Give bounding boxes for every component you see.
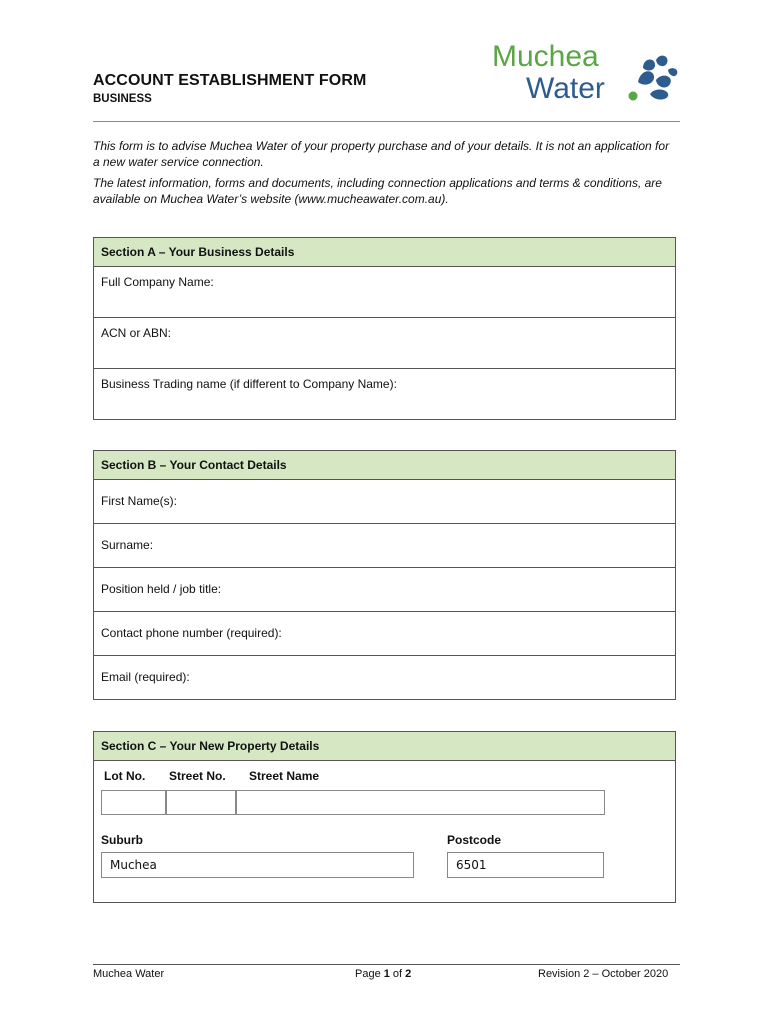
intro-paragraph-2: The latest information, forms and documents, including connection applications and terms & conditions, are available on Muchea Water’s website (www.mucheawater.com.au). [93,176,662,206]
email-field[interactable] [94,656,675,699]
full-company-name-label: Full Company Name: [101,275,214,289]
full-company-name-field[interactable] [94,267,675,318]
first-names-field[interactable] [94,480,675,524]
logo-text-water: Water [526,72,605,104]
acn-abn-label: ACN or ABN: [101,326,172,340]
business-trading-name-label: Business Trading name (if different to Company Name): [101,377,397,391]
lot-no-input[interactable] [101,790,166,815]
footer-revision: Revision 2 – October 2020 [538,968,669,980]
footer-page-number [355,968,411,980]
surname-label: Surname: [101,538,154,552]
page-prefix: Page [355,968,384,980]
suburb-input[interactable] [101,852,414,878]
postcode-value: 6501 [456,858,487,872]
lot-no-value [102,791,165,801]
street-no-value [167,791,235,801]
lot-no-label: Lot No. [104,769,146,783]
form-subtitle: BUSINESS [93,93,152,105]
header-divider [93,121,680,122]
section-b-heading: Section B – Your Contact Details [94,451,675,480]
suburb-value: Muchea [110,858,157,872]
business-trading-name-field[interactable] [94,369,675,419]
page-total: 2 [405,968,412,980]
postcode-label: Postcode [447,833,502,847]
street-no-label: Street No. [169,769,226,783]
contact-phone-field[interactable] [94,612,675,656]
section-b-contact-details [93,450,676,700]
section-c-property-details [93,731,676,903]
section-c-heading: Section C – Your New Property Details [94,732,675,761]
form-title: ACCOUNT ESTABLISHMENT FORM [93,72,367,89]
footer-organisation: Muchea Water [93,968,165,980]
section-a-heading: Section A – Your Business Details [94,238,675,267]
email-label: Email (required): [101,670,190,684]
contact-phone-label: Contact phone number (required): [101,626,282,640]
muchea-water-logo [490,38,680,104]
logo-text-muchea: Muchea [492,40,599,73]
street-name-input[interactable] [236,790,605,815]
water-drops-icon [629,56,678,101]
position-held-label: Position held / job title: [101,582,222,596]
suburb-label: Suburb [101,833,143,847]
footer-divider [93,964,680,965]
surname-field[interactable] [94,524,675,568]
street-name-label: Street Name [249,769,320,783]
position-held-field[interactable] [94,568,675,612]
page-of: of [389,968,406,980]
acn-abn-field[interactable] [94,318,675,369]
street-no-input[interactable] [166,790,236,815]
page-current: 1 [383,968,390,980]
intro-paragraph-1: This form is to advise Muchea Water of your property purchase and of your details. It is not an application for a new water service connection. [93,139,670,169]
first-names-label: First Name(s): [101,494,177,508]
section-a-business-details [93,237,676,420]
postcode-input[interactable] [447,852,604,878]
street-name-value [237,791,604,801]
